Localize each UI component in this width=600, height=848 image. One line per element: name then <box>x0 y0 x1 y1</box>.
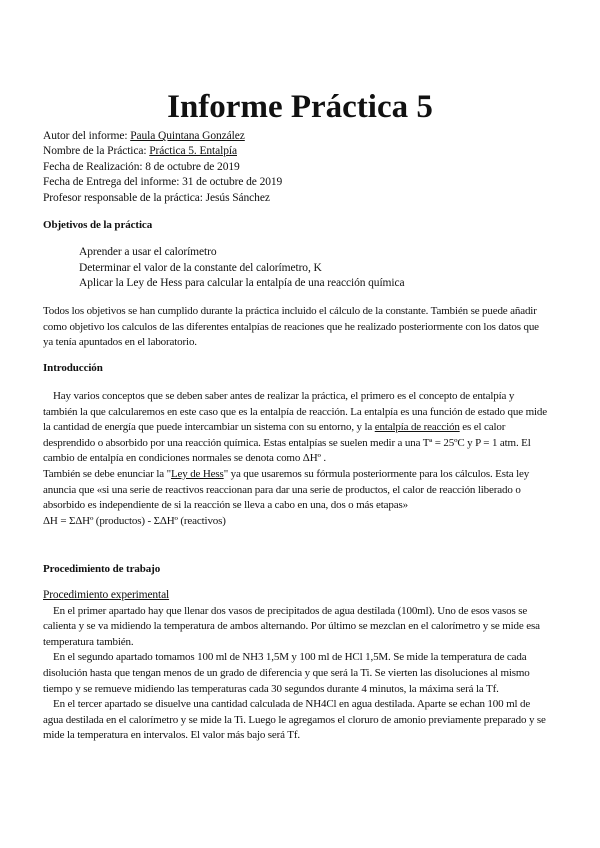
intro-text: " ya que usaremos su fórmula posteriormente para los cálculos. Esta ley anuncia que «si una serie de reactivos reaccionan para dar una serie de productos, el calor de reacción liberado o absorbido es independiente de si la reacción se lleva a cabo en una, dos o más etapas» <box>43 467 530 512</box>
intro-paragraph-1 <box>43 389 548 467</box>
author-name: Paula Quintana González <box>130 130 245 142</box>
objectives-list <box>79 245 539 292</box>
intro-text: También se debe enunciar la " <box>43 467 171 480</box>
author-label: Autor del informe: <box>43 130 131 142</box>
practice-label: Nombre de la Práctica: <box>43 145 150 158</box>
procedure-paragraph-2: En el segundo apartado tomamos 100 ml de NH3 1,5M y 100 ml de HCl 1,5M. Se mide la temperatura de cada disolución hasta que tengan menos de un grado de diferencia y que será la Ti. Se vierten las disoluciones al mismo tiempo y se remueve midiendo las temperaturas cada 30 segundos durante 4 minutos, la máxima será la Tf. <box>43 651 530 695</box>
report-metadata <box>43 129 563 206</box>
list-item: Aprender a usar el calorímetro <box>79 246 217 258</box>
practice-line <box>43 144 563 159</box>
procedure-paragraph-1: En el primer apartado hay que llenar dos vasos de precipitados de agua destilada (100ml). Uno de esos vasos se calienta y se va midiendo la temperatura de ambos alternando. Por último se mezclan en el calorímetro y se mide esa temperatura también. <box>43 604 540 648</box>
intro-paragraph-2 <box>43 467 548 514</box>
ley-de-hess-link[interactable]: Ley de Hess <box>170 467 224 480</box>
entalpia-reaccion-link[interactable]: entalpía de reacción <box>374 421 460 434</box>
list-item: Determinar el valor de la constante del calorímetro, K <box>79 261 322 274</box>
procedure-heading: Procedimiento de trabajo <box>43 563 161 575</box>
list-item: Aplicar la Ley de Hess para calcular la entalpía de una reacción química <box>79 277 405 290</box>
objectives-summary <box>43 304 548 351</box>
delivery-date: Fecha de Entrega del informe: 31 de octubre de 2019 <box>43 176 283 189</box>
hess-formula: ΔH = ΣΔHº (productos) - ΣΔHº (reactivos) <box>43 514 226 527</box>
page-title: Informe Práctica 5 <box>167 89 433 125</box>
author-line <box>43 129 563 144</box>
objectives-heading: Objetivos de la práctica <box>43 219 153 231</box>
practice-name: Práctica 5. Entalpía <box>149 145 237 158</box>
intro-text: es el calor desprendido o absorbido por una reacción química. Estas entalpías se suelen medir a una Tª = 25ºC y P = 1 atm. El cambio de entalpía en condiciones normales se denota como ΔHº . <box>43 421 531 465</box>
procedure-paragraph-3: En el tercer apartado se disuelve una cantidad calculada de NH4Cl en agua destilada. Aparte se echan 100 ml de agua destilada en el calorímetro y se mide la Ti. Luego le agregamos el cloruro de amonio previamente preparado y se mide la temperatura en intervalos. El valor más bajo será Tf. <box>43 698 546 742</box>
intro-heading: Introducción <box>43 362 103 374</box>
procedure-subheading: Procedimiento experimental <box>43 589 170 601</box>
procedure-section <box>43 588 548 744</box>
intro-text: Hay varios conceptos que se deben saber antes de realizar la práctica, el primero es el concepto de entalpía y también la que calcularemos en este caso que es la entalpía de reacción. La entalpía es una función de estado que mide la cantidad de energía que puede intercambiar un sistema con su entorno, y la <box>43 390 547 434</box>
objectives-summary-text: Todos los objetivos se han cumplido durante la práctica incluido el cálculo de la constante. También se puede añadir como objetivo los calculos de las diferentes entalpías de reaciones que he realizado posteriormente con los datos que ya tenía apuntados en el laboratorio. <box>43 305 539 349</box>
intro-section <box>43 389 548 529</box>
realization-date: Fecha de Realización: 8 de octubre de 2019 <box>43 160 240 173</box>
professor-line: Profesor responsable de la práctica: Jesús Sánchez <box>43 191 270 204</box>
